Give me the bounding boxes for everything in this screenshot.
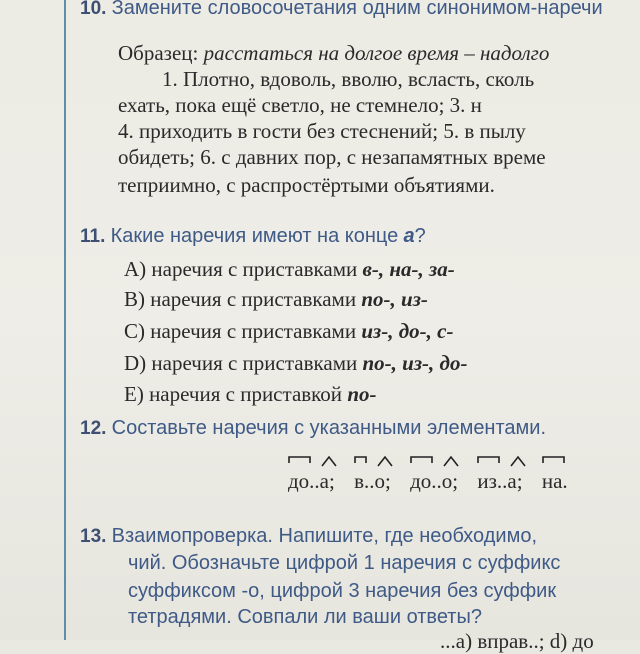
option-b-label: B) наречия с приставками	[124, 287, 357, 311]
exercise-12-number: 12.	[80, 418, 107, 439]
exercise-13-number: 13.	[80, 526, 107, 547]
option-b	[124, 286, 428, 312]
option-a-prefixes: в-, на-, за-	[362, 257, 455, 281]
morpheme-word-2: в..о;	[354, 468, 391, 494]
exercise-10-line-2: ехать, пока ещё светло, не стемнело; 3. н	[118, 93, 482, 117]
morpheme-word-3: до..о;	[410, 468, 458, 494]
exercise-10-number: 10.	[80, 0, 107, 19]
morpheme-words	[288, 468, 582, 494]
exercise-12-header	[80, 414, 546, 442]
morpheme-word-1: до..а;	[288, 468, 335, 494]
morpheme-word-4: из..а;	[477, 468, 522, 494]
prefix-and-ending-marks	[354, 454, 391, 468]
option-e-label: E) наречия с приставкой	[124, 382, 343, 406]
prefix-and-ending-marks	[477, 454, 522, 468]
exercise-13-line-2: чий. Обозначьте цифрой 1 наречия с суффикс	[128, 552, 561, 574]
morpheme-word-5: на.	[542, 468, 568, 494]
exercise-11-question: Какие наречия имеют на конце	[110, 225, 399, 247]
exercise-13-header	[80, 522, 537, 550]
exercise-10-line-5: теприимно, с распростёртыми объятиями.	[118, 173, 495, 197]
exercise-11-qmark: ?	[414, 225, 426, 247]
option-e-prefixes: по-	[347, 382, 377, 406]
exercise-10-header	[80, 0, 603, 22]
option-c-prefixes: из-, до-, с-	[361, 319, 454, 343]
exercise-10-sample	[118, 40, 549, 66]
option-e	[124, 381, 377, 407]
prefix-and-ending-marks	[410, 454, 458, 468]
exercise-10-line-1: 1. Плотно, вдоволь, вволю, всласть, сколь	[162, 67, 535, 91]
exercise-12-text: Составьте наречия с указанными элементами.	[111, 417, 547, 439]
prefix-and-ending-marks	[288, 454, 335, 468]
exercise-11-letter: а	[403, 225, 415, 247]
option-a-label: А) наречия с приставками	[124, 257, 358, 281]
sample-text: расстаться на долгое время – надолго	[203, 41, 550, 65]
exercise-10-line-3: 4. приходить в гости без стеснений; 5. в пылу	[118, 119, 526, 143]
option-a	[124, 256, 455, 282]
exercise-11-header	[80, 222, 426, 250]
exercise-10-title: Замените словосочетания одним синонимом-наречи	[111, 0, 603, 19]
exercise-13-line-3: суффиксом -о, цифрой 3 наречия без суффик	[128, 580, 557, 602]
margin-rule	[64, 0, 66, 640]
option-d	[124, 350, 467, 376]
option-b-prefixes: по-, из-	[361, 287, 428, 311]
exercise-13-line-1: Взаимопроверка. Напишите, где необходимо,	[111, 525, 538, 547]
sample-label: Образец:	[118, 41, 199, 65]
prefix-mark	[542, 454, 568, 468]
option-d-prefixes: по-, из-, до-	[362, 351, 468, 375]
option-c-label: C) наречия с приставками	[124, 319, 357, 343]
exercise-11-number: 11.	[80, 226, 106, 247]
option-d-label: D) наречия с приставками	[124, 351, 358, 375]
exercise-13-partial: ...а) вправ..; d) до	[440, 629, 594, 653]
exercise-13-line-4: тетрадями. Совпали ли ваши ответы?	[128, 606, 482, 628]
exercise-10-line-4: обидеть; 6. с давних пор, с незапамятных време	[118, 145, 546, 169]
option-c	[124, 318, 453, 344]
